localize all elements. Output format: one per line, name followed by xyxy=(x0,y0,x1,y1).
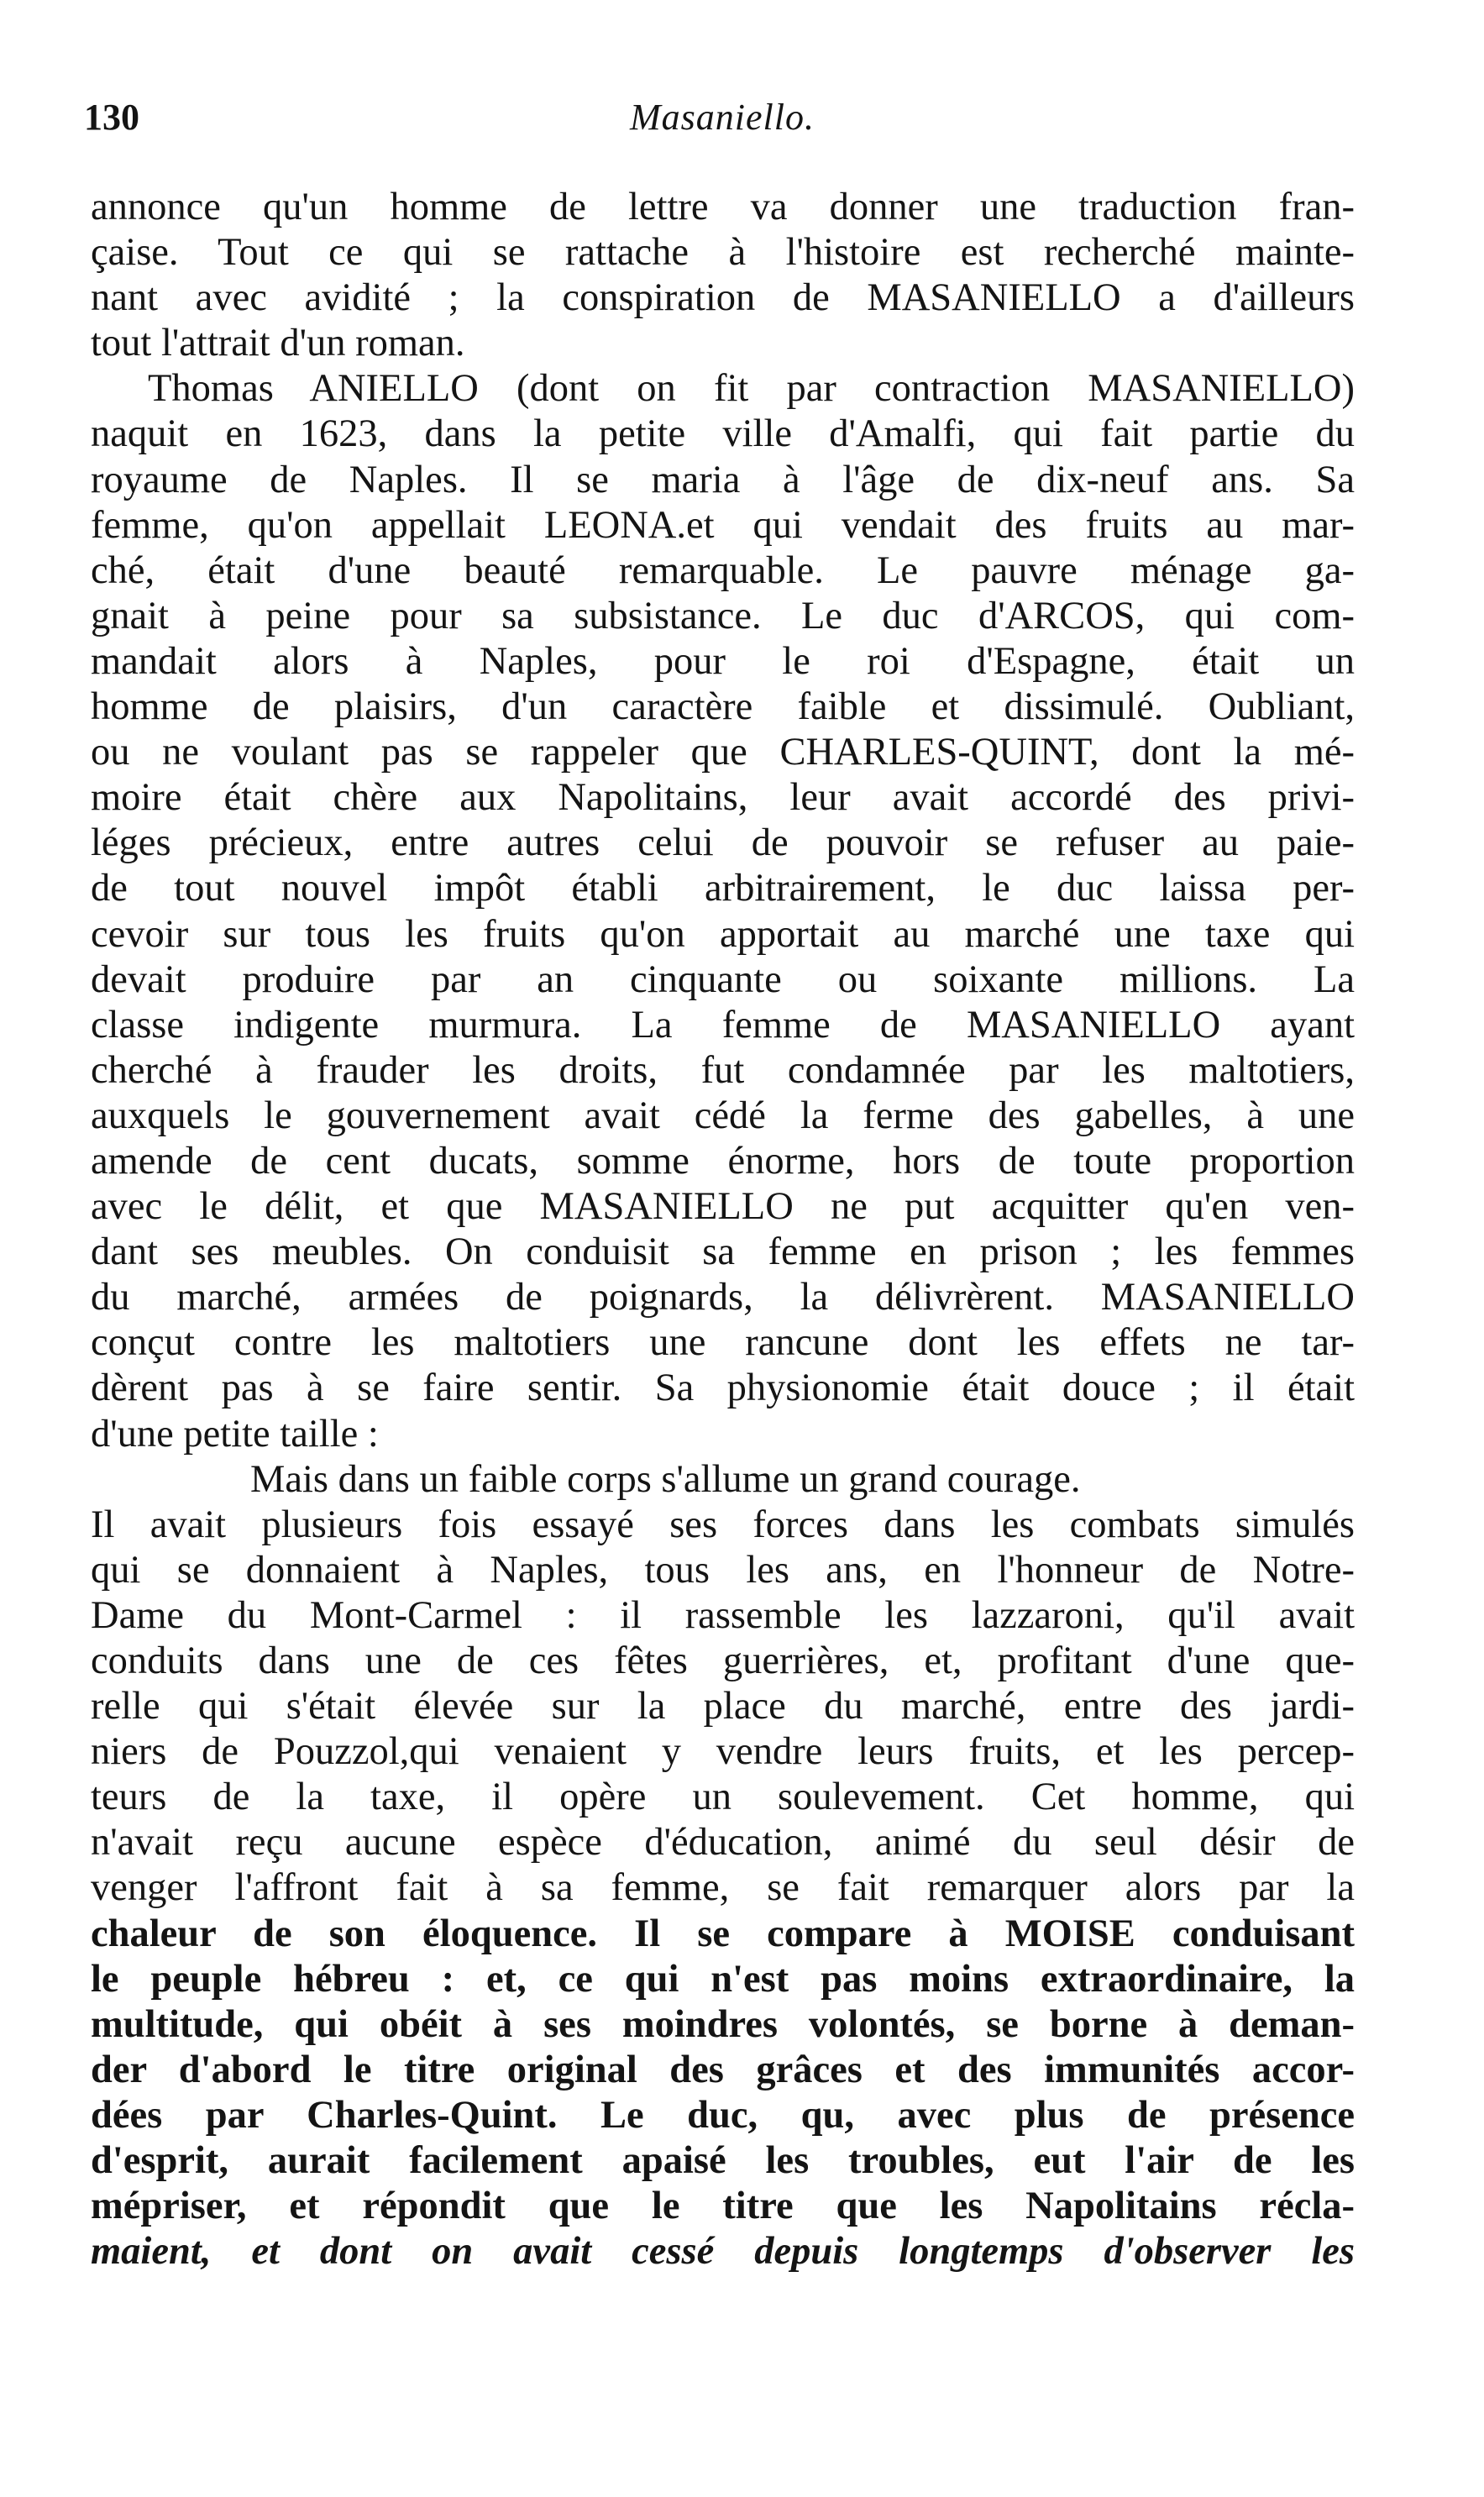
text-line: chaleur de son éloquence. Il se compare à MOISE conduisant xyxy=(91,1912,1355,1955)
text-line: ché, était d'une beauté remarquable. Le pauvre ménage ga- xyxy=(91,548,1355,592)
text-line: cherché à frauder les droits, fut condamnée par les maltotiers, xyxy=(91,1048,1355,1092)
text-line: Thomas ANIELLO (dont on fit par contraction MASANIELLO) xyxy=(148,367,1355,411)
text-line: dées par Charles-Quint. Le duc, qu, avec plus de présence xyxy=(91,2093,1355,2137)
text-line: maient, et dont on avait cessé depuis longtemps d'observer les xyxy=(91,2230,1355,2274)
text-line: cevoir sur tous les fruits qu'on apportait au marché une taxe qui xyxy=(91,912,1355,956)
text-line: gnait à peine pour sa subsistance. Le duc d'ARCOS, qui com- xyxy=(91,594,1355,637)
text-line: naquit en 1623, dans la petite ville d'Amalfi, qui fait partie du xyxy=(91,412,1355,456)
text-line: le peuple hébreu : et, ce qui n'est pas moins extraordinaire, la xyxy=(91,1957,1355,2001)
text-line: auxquels le gouvernement avait cédé la ferme des gabelles, à une xyxy=(91,1094,1355,1137)
text-line: venger l'affront fait à sa femme, se fait remarquer alors par la xyxy=(91,1866,1355,1910)
text-line: dant ses meubles. On conduisit sa femme en prison ; les femmes xyxy=(91,1230,1355,1274)
text-line: devait produire par an cinquante ou soixante millions. La xyxy=(91,957,1355,1001)
text-line: homme de plaisirs, d'un caractère faible et dissimulé. Oubliant, xyxy=(91,685,1355,729)
text-line: conduits dans une de ces fêtes guerrières, et, profitant d'une que- xyxy=(91,1639,1355,1682)
body-text xyxy=(91,185,1355,2274)
text-line: avec le délit, et que MASANIELLO ne put acquitter qu'en ven- xyxy=(91,1185,1355,1229)
text-line: multitude, qui obéit à ses moindres volontés, se borne à deman- xyxy=(91,2002,1355,2046)
text-line: classe indigente murmura. La femme de MASANIELLO ayant xyxy=(91,1003,1355,1047)
text-line: moire était chère aux Napolitains, leur avait accordé des privi- xyxy=(91,776,1355,820)
text-line: léges précieux, entre autres celui de pouvoir se refuser au paie- xyxy=(91,821,1355,865)
text-line: d'esprit, aurait facilement apaisé les troubles, eut l'air de les xyxy=(91,2139,1355,2183)
text-line: nant avec avidité ; la conspiration de MASANIELLO a d'ailleurs xyxy=(91,276,1355,320)
running-title: Masaniello. xyxy=(630,97,815,138)
text-line: relle qui s'était élevée sur la place du marché, entre des jardi- xyxy=(91,1685,1355,1728)
text-line: qui se donnaient à Naples, tous les ans, en l'honneur de Notre- xyxy=(91,1548,1355,1592)
text-line: annonce qu'un homme de lettre va donner une traduction fran- xyxy=(91,186,1355,228)
page-number: 130 xyxy=(84,97,139,138)
text-line: royaume de Naples. Il se maria à l'âge de dix-neuf ans. Sa xyxy=(91,458,1355,501)
text-line: mépriser, et répondit que le titre que les Napolitains récla- xyxy=(91,2185,1355,2228)
text-line: niers de Pouzzol,qui venaient y vendre leurs fruits, et les percep- xyxy=(91,1730,1355,1774)
text-line: conçut contre les maltotiers une rancune dont les effets ne tar- xyxy=(91,1321,1355,1365)
text-line: femme, qu'on appellait LEONA.et qui vendait des fruits au mar- xyxy=(91,503,1355,547)
text-line: Dame du Mont-Carmel : il rassemble les lazzaroni, qu'il avait xyxy=(91,1593,1355,1637)
text-line: teurs de la taxe, il opère un soulevement. Cet homme, qui xyxy=(91,1776,1355,1819)
text-line: d'une petite taille : xyxy=(91,1412,379,1456)
text-line: du marché, armées de poignards, la délivrèrent. MASANIELLO xyxy=(91,1276,1355,1319)
text-line: der d'abord le titre original des grâces et des immunités accor- xyxy=(91,2048,1355,2091)
verse-quotation: Mais dans un faible corps s'allume un grand courage. xyxy=(250,1457,1081,1501)
text-line: mandait alors à Naples, pour le roi d'Espagne, était un xyxy=(91,639,1355,683)
text-line: dèrent pas à se faire sentir. Sa physionomie était douce ; il était xyxy=(91,1367,1355,1410)
text-line: çaise. Tout ce qui se rattache à l'histoire est recherché mainte- xyxy=(91,231,1355,275)
text-line: tout l'attrait d'un roman. xyxy=(91,322,465,365)
text-line: n'avait reçu aucune espèce d'éducation, animé du seul désir de xyxy=(91,1821,1355,1865)
page-header xyxy=(84,94,1361,153)
text-line: amende de cent ducats, somme énorme, hors de toute proportion xyxy=(91,1139,1355,1183)
text-line: ou ne voulant pas se rappeler que CHARLES-QUINT, dont la mé- xyxy=(91,731,1355,774)
text-line: Il avait plusieurs fois essayé ses forces dans les combats simulés xyxy=(91,1503,1355,1546)
text-line: de tout nouvel impôt établi arbitrairement, le duc laissa per- xyxy=(91,867,1355,910)
